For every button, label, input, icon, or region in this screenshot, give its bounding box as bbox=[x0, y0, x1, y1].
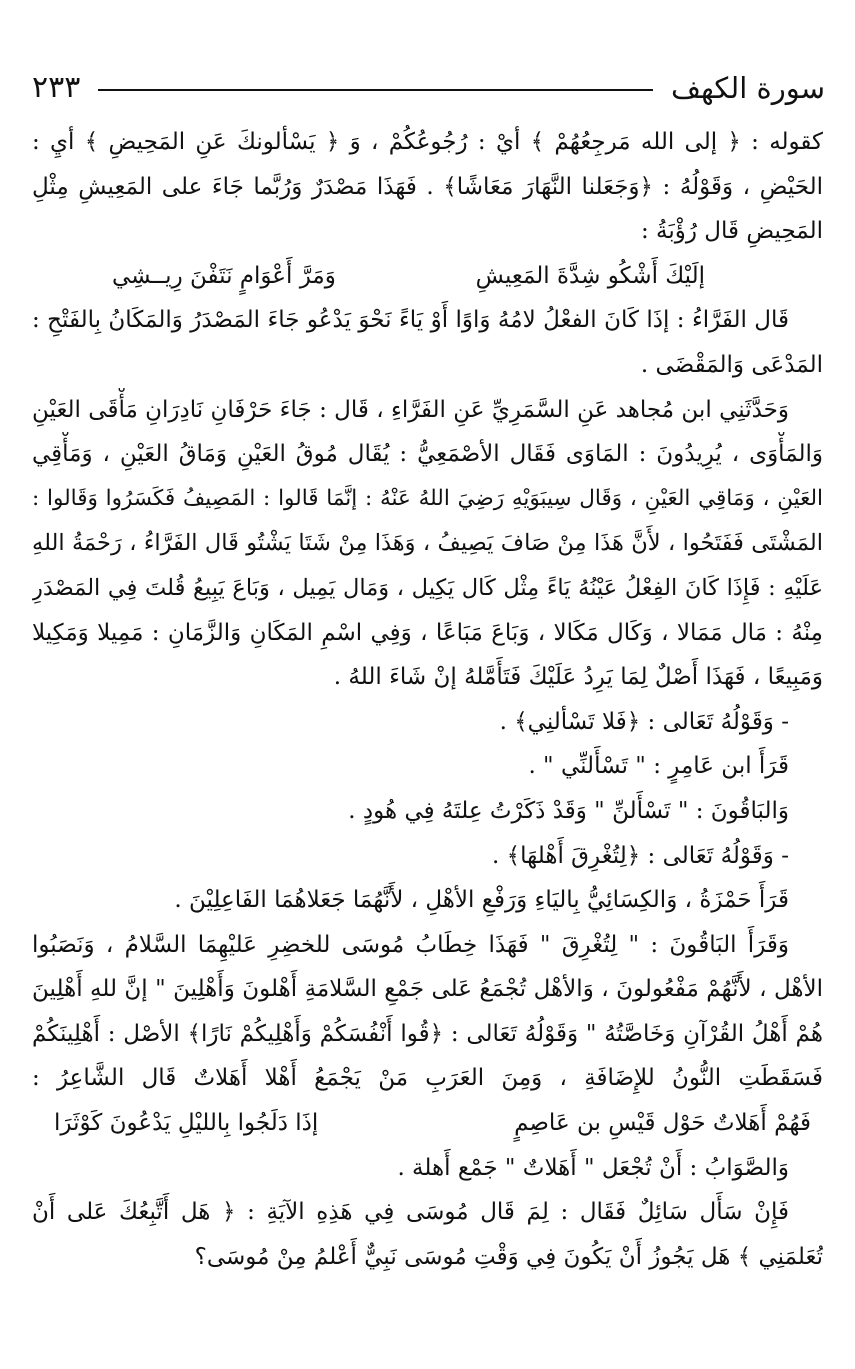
text-line: وَحَدَّثَنِي ابن مُجاهد عَنِ السَّمَرِيِّ عَنِ الفَرَّاءِ ، قَال : جَاءَ حَرْفَانِ نَادِرَانِ مَأْقَى العَيْنِ bbox=[32, 396, 789, 423]
header-rule bbox=[98, 89, 653, 91]
text-line: المَحِيضِ قَال رُؤْبَةُ : bbox=[640, 218, 823, 245]
text-line: فَسَقَطَتِ النُّونُ للإِضَافَةِ ، وَمِنَ العَرَبِ مَنْ يَجْمَعُ أَهْلا أَهَلاتٌ قَال الشَّاعِرُ : bbox=[32, 1065, 823, 1092]
poetry-verse bbox=[32, 1101, 823, 1146]
text-line: - وَقَوْلُهُ تَعَالى : ﴿فَلا تَسْألنِي﴾ . bbox=[499, 708, 789, 735]
text-line: كقوله : ﴿ إلى الله مَرجِعُهُمْ ﴾ أيْ : رُجُوعُكُمْ ، وَ ﴿ يَسْألونكَ عَنِ المَحِيضِ ﴾ أيِ : bbox=[32, 129, 823, 155]
text-line: هُمْ أَهْلُ القُرْآنِ وَخَاصَّتُهُ " وَقَوْلُهُ تَعَالى : ﴿قُوا أَنْفُسَكُمْ وَأَهْلِيكُمْ نَارًا﴾ الأصْل : أَهْلِينَكُمْ bbox=[32, 1020, 823, 1047]
verse-hemistich: إلَيْكَ أَشْكُو شِدَّةَ المَعِيشِ bbox=[475, 262, 705, 289]
text-line: مِنْهُ : مَال مَمَالا ، وَكَال مَكَالا ، وَبَاعَ مَبَاعًا ، وَفِي اسْمِ المَكَانِ وَالزَّمَانِ : مَمِيلا وَمَكِيلا bbox=[32, 619, 823, 646]
text-line: المَدْعَى وَالمَقْضَى . bbox=[640, 351, 823, 378]
text-line: عَلَيْهِ : فَإِذَا كَانَ الفِعْلُ عَيْنُهُ يَاءً مِثْل كَال يَكِيل ، وَمَال يَمِيل ، وَبَاعَ يَبِيعُ قُلتَ فِي المَصْدَرِ bbox=[32, 574, 823, 601]
verse-hemistich: إذَا دَلَجُوا بِالليْلِ يَدْعُونَ كَوْثَرَا bbox=[54, 1110, 319, 1137]
text-line: تُعَلمَنِي ﴾ هَل يَجُوزُ أَنْ يَكُونَ فِي وَقْتِ مُوسَى نَبِيٌّ أَعْلمُ مِنْ مُوسَى؟ bbox=[194, 1243, 823, 1270]
text-line: وَمَبِيعًا ، فَهَذَا أَصْلٌ لِمَا يَرِدُ عَلَيْكَ فَتَأَمَّلهُ إنْ شَاءَ اللهُ . bbox=[333, 664, 823, 691]
page-body bbox=[32, 120, 823, 1279]
text-line: - وَقَوْلُهُ تَعَالى : ﴿لِتُغْرِقَ أَهْلهَا﴾ . bbox=[492, 842, 789, 869]
text-line: الأهْل ، لأَنَّهُمْ مَفْعُولونَ ، وَالأهْل تُجْمَعُ عَلى جَمْعِ السَّلامَةِ أَهْلونَ وَأَهْلِينَ " إنَّ للهِ أَهْلِينَ bbox=[32, 976, 823, 1003]
text-line: قَرَأَ حَمْزَةُ ، وَالكِسَائِيُّ بِاليَاءِ وَرَفْعِ الأهْلِ ، لأَنَّهُمَا جَعَلاهُمَا الفَاعِلِيْنَ . bbox=[174, 887, 789, 914]
text-line: المَشْتَى فَفَتَحُوا ، لأَنَّ هَذَا مِنْ صَافَ يَصِيفُ ، وَهَذَا مِنْ شَتَا يَشْتُو قَال الفَرَّاءُ ، رَحْمَةُ اللهِ bbox=[32, 530, 823, 557]
text-line: وَالصَّوَابُ : أَنْ تُجْعَل " أَهَلاتٌ " جَمْع أَهلة . bbox=[397, 1154, 789, 1181]
verse-hemistich: وَمَرَّ أَعْوَامٍ نَتَفْنَ رِيــشِي bbox=[112, 262, 336, 289]
page-header bbox=[32, 68, 825, 108]
surah-title: سورة الكهف bbox=[671, 71, 825, 105]
text-line: الحَيْضِ ، وَقَوْلُهُ : ﴿وَجَعَلنا النَّهَارَ مَعَاشًا﴾ . فَهَذَا مَصْدَرٌ وَرُبَّما جَاءَ على المَعِيشِ مِثْلِ bbox=[32, 173, 823, 200]
text-line: قَرَأَ ابن عَامِرٍ : " تَسْأَلنِّي " . bbox=[528, 753, 789, 780]
poetry-verse bbox=[32, 254, 823, 299]
text-line: وَقَرَأَ البَاقُونَ : " لِتُغْرِقَ " فَهَذَا خِطَابُ مُوسَى للخضِرِ عَليْهِمَا السَّلامُ ، وَنَصَبُوا bbox=[32, 931, 789, 958]
verse-hemistich: فَهُمْ أَهَلاتٌ حَوْل قَيْسِ بن عَاصِمٍ bbox=[514, 1110, 811, 1137]
text-line: قَال الفَرَّاءُ : إذَا كَانَ الفعْلُ لامُهُ وَاوًا أَوْ يَاءً نَحْوَ يَدْعُو جَاءَ المَصْدَرُ وَالمَكَانُ بِالفَتْحِ : bbox=[32, 307, 789, 334]
text-line: العَيْنِ ، وَمَاقِي العَيْنِ ، وَقَال سِيبَوَيْهِ رَضِيَ اللهُ عَنْهُ : إنَّمَا قَالوا : المَصِيفُ فَكَسَرُوا وَقَالوا : bbox=[32, 485, 823, 511]
text-line: وَالبَاقُونَ : " تَسْأَلنِّ " وَقَدْ ذَكَرْتُ عِلتَهُ فِي هُودٍ . bbox=[348, 797, 789, 824]
page-number: ٢٣٣ bbox=[32, 70, 81, 105]
text-line: وَالمَأْوَى ، يُرِيدُونَ : المَاوَى فَقَال الأصْمَعِيُّ : يُقَال مُوقُ العَيْنِ وَمَاقُ العَيْنِ ، وَمَأْقِي bbox=[32, 441, 823, 468]
text-line: فَإِنْ سَأَل سَائِلٌ فَقَال : لِمَ قَال مُوسَى فِي هَذِهِ الآيَةِ : ﴿ هَل أَتَّبِعُكَ عَلى أَنْ bbox=[32, 1199, 789, 1226]
